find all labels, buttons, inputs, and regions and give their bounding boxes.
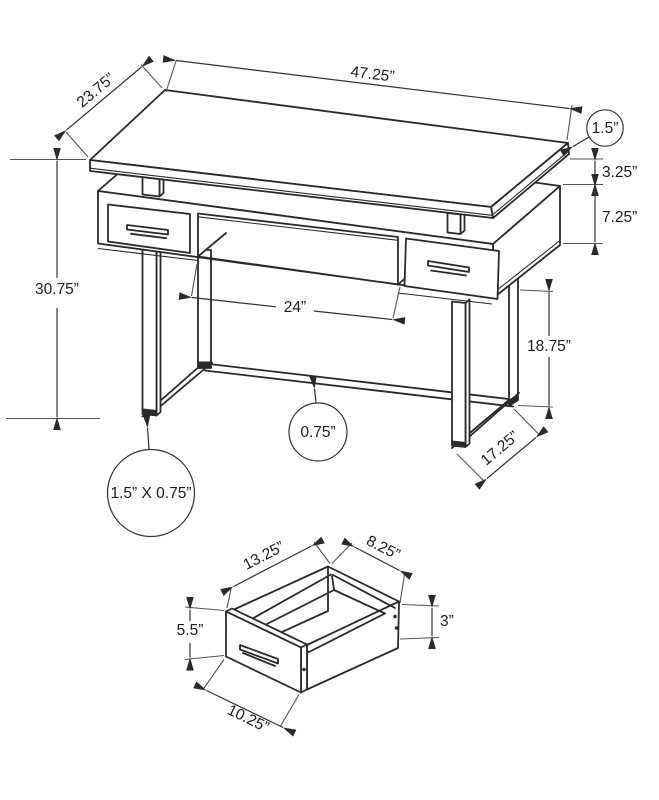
- stretcher-label: 0.75”: [300, 424, 336, 441]
- dim-drawer-back-width: [332, 532, 405, 603]
- callout-stretcher: [289, 389, 347, 461]
- callout-leg-tube: [108, 428, 195, 537]
- dim-drawer-front-height: [177, 607, 224, 660]
- top-depth-label: 23.75”: [73, 69, 119, 112]
- top-thickness-label: 1.5”: [591, 120, 619, 137]
- leg-tube-label: 1.5” X 0.75”: [110, 485, 192, 502]
- dim-knee-width: [192, 264, 401, 320]
- overall-height-label: 30.75”: [35, 281, 79, 298]
- under-clearance-label: 18.75”: [527, 338, 571, 355]
- drawer-front-width-label: 10.25”: [224, 701, 272, 737]
- case-height-label: 7.25”: [602, 209, 638, 226]
- dim-case-height: [563, 187, 637, 244]
- dim-overall-height: [6, 160, 100, 419]
- top-width-label: 47.25”: [349, 63, 396, 86]
- drawer-front-height-label: 5.5”: [176, 622, 204, 639]
- dim-gap: [563, 159, 637, 185]
- dim-drawer-side-height: [400, 605, 454, 640]
- knee-width-label: 24”: [283, 299, 307, 316]
- leg-depth-label: 17.25”: [477, 427, 523, 470]
- drawer-detail-drawing: [177, 532, 454, 736]
- drawer-back-width-label: 8.25”: [363, 532, 403, 564]
- desk-drawing: [6, 61, 637, 537]
- drawer-side-depth-label: 13.25”: [240, 538, 288, 574]
- callout-top-thickness: [573, 110, 623, 147]
- dim-under-clearance: [518, 290, 571, 407]
- drawer-side-height-label: 3”: [440, 613, 454, 630]
- left-leg: [143, 246, 213, 417]
- gap-label: 3.25”: [602, 164, 638, 181]
